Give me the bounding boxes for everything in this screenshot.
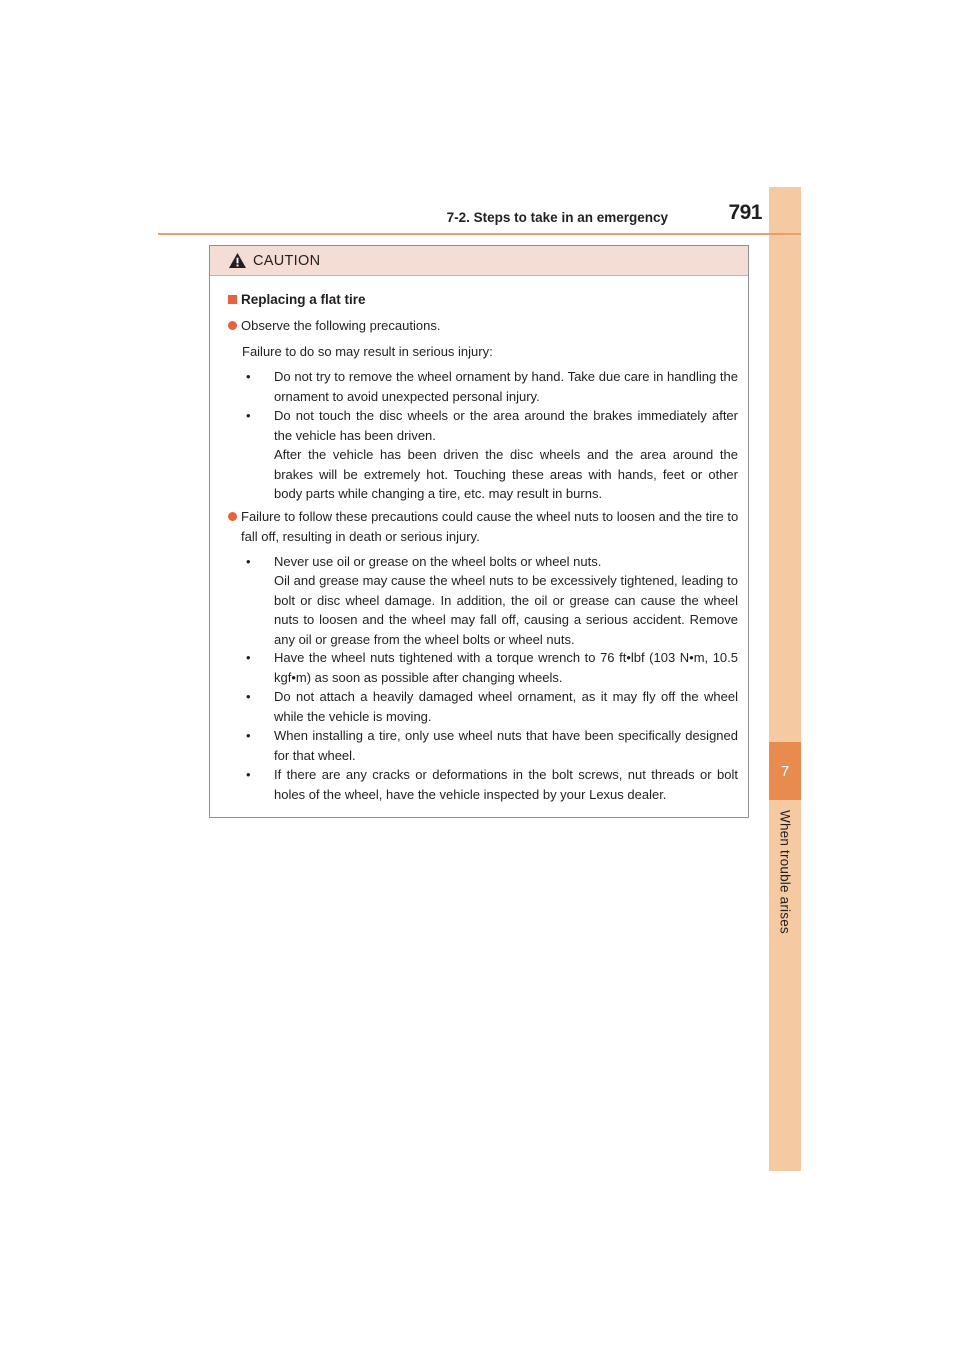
bullet-2: [228, 507, 744, 546]
list-item: • When installing a tire, only use wheel nuts that have been specifically designed for that wheel.: [246, 728, 738, 763]
subheading: [228, 290, 366, 310]
caution-header: [210, 246, 748, 276]
chapter-number: 7: [769, 742, 801, 800]
page-number: 791: [728, 201, 762, 224]
list-item-continued: Oil and grease may cause the wheel nuts to be excessively tightened, leading to bolt or disc wheel damage. In addition, the oil or grease can cause the wheel nuts to loosen and the wheel may fall off, causing a serious accident. Remove any oil or grease from the wheel bolts or wheel nuts.: [274, 573, 738, 647]
header-rule: [158, 233, 801, 235]
section-title: 7-2. Steps to take in an emergency: [446, 210, 668, 225]
list-item-continued: After the vehicle has been driven the disc wheels and the area around the brakes will be extremely hot. Touching these areas with hands, feet or other body parts while changing a tire, etc. may result in burns.: [274, 447, 738, 501]
bullet-1-intro: Failure to do so may result in serious injury:: [242, 344, 493, 359]
list-item: • Do not touch the disc wheels or the area around the brakes immediately after the vehicle has been driven.: [246, 408, 738, 443]
bullet-1-lead: Observe the following precautions.: [241, 318, 441, 333]
warning-triangle-icon: [228, 252, 247, 269]
chapter-title: When trouble arises: [777, 810, 793, 934]
subheading-text: Replacing a flat tire: [241, 292, 366, 307]
bullet-1: [228, 316, 440, 336]
list-item: • Have the wheel nuts tightened with a torque wrench to 76 ft•lbf (103 N•m, 10.5 kgf•m) as soon as possible after changing wheels.: [246, 650, 738, 685]
square-bullet-icon: [228, 295, 237, 304]
circle-bullet-icon: [228, 321, 237, 330]
list-item: • Never use oil or grease on the wheel bolts or wheel nuts.: [246, 554, 602, 569]
bullet-2-lead: Failure to follow these precautions could cause the wheel nuts to loosen and the tire to fall off, resulting in death or serious injury.: [241, 509, 739, 544]
side-tab: [769, 187, 801, 1171]
list-item: • If there are any cracks or deformations in the bolt screws, nut threads or bolt holes of the wheel, have the vehicle inspected by your Lexus dealer.: [246, 767, 738, 802]
circle-bullet-icon: [228, 512, 237, 521]
caution-box: [209, 245, 749, 818]
list-item: • Do not try to remove the wheel ornament by hand. Take due care in handling the ornament to avoid unexpected personal injury.: [246, 369, 738, 404]
caution-label: CAUTION: [253, 252, 321, 269]
list-item: • Do not attach a heavily damaged wheel ornament, as it may fly off the wheel while the vehicle is moving.: [246, 689, 738, 724]
